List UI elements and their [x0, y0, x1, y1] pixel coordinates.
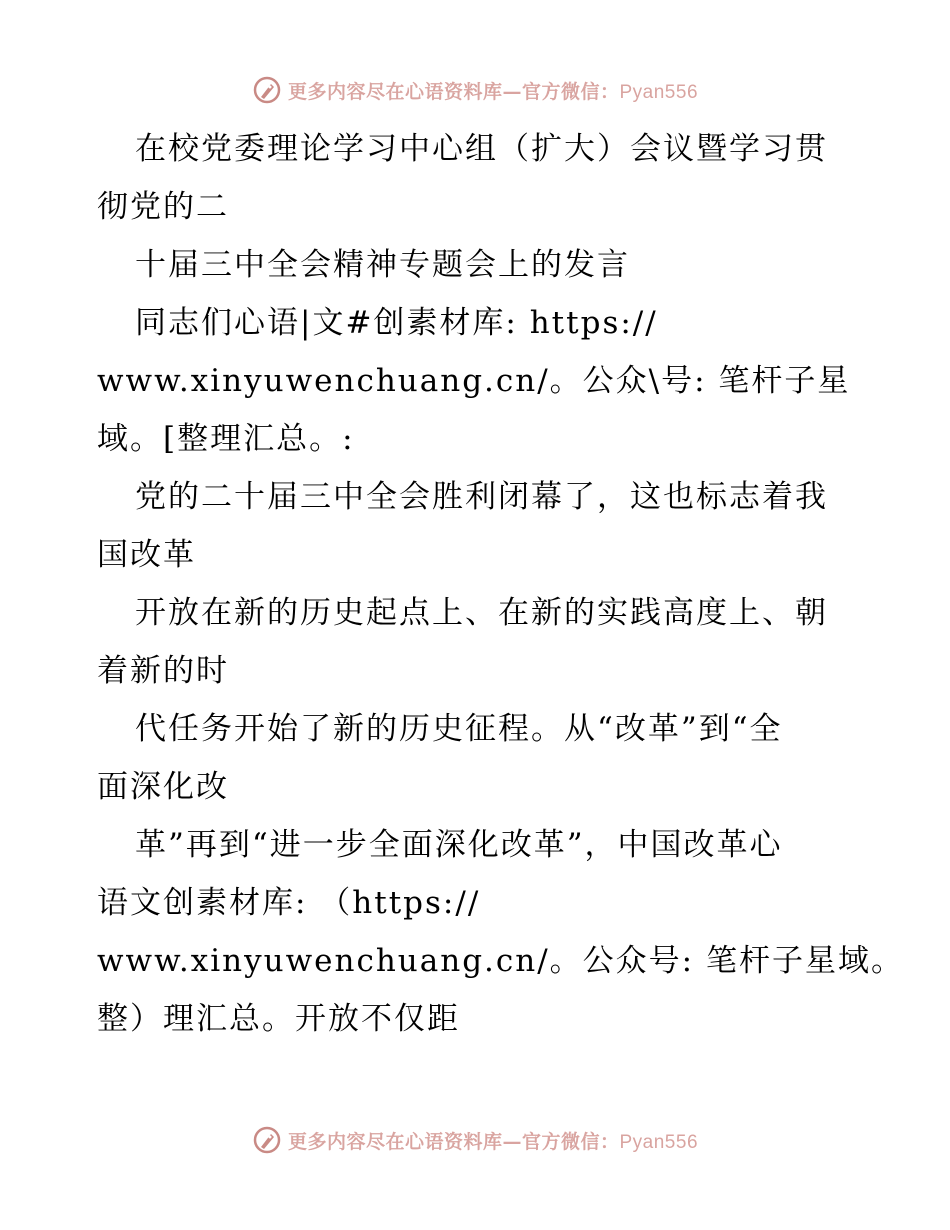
- banner-text: 更多内容尽在心语资料库—官方微信：Pyan556: [287, 80, 699, 103]
- text-line: 着新的时: [97, 653, 229, 689]
- text-line: 面深化改: [97, 769, 229, 805]
- text-line: 整）理汇总。开放不仅距: [97, 1001, 460, 1037]
- text-line: 彻党的二: [97, 189, 229, 225]
- header-banner: [0, 70, 950, 110]
- banner-text: 更多内容尽在心语资料库—官方微信：Pyan556: [287, 1130, 699, 1153]
- text-line: 革”再到“进一步全面深化改革”，中国改革心: [135, 827, 783, 863]
- footer-banner: [0, 1120, 950, 1160]
- pen-nib-logo-icon: [252, 1125, 282, 1155]
- text-line: 同志们心语|文#创素材库: https://: [135, 305, 658, 341]
- text-line: www.xinyuwenchuang.cn/。公众\号: 笔杆子星: [97, 363, 851, 399]
- text-line: 党的二十届三中全会胜利闭幕了，这也标志着我: [135, 479, 828, 515]
- text-line: 开放在新的历史起点上、在新的实践高度上、朝: [135, 595, 828, 631]
- text-line: 国改革: [97, 537, 196, 573]
- text-line: 代任务开始了新的历史征程。从“改革”到“全: [135, 711, 783, 747]
- text-line: 语文创素材库: （https://: [97, 885, 481, 921]
- wechat-account: Pyan556: [619, 81, 699, 103]
- text-line: www.xinyuwenchuang.cn/。公众号: 笔杆子星域。: [97, 943, 904, 979]
- wechat-account: Pyan556: [619, 1131, 699, 1153]
- text-line: 在校党委理论学习中心组（扩大）会议暨学习贯: [135, 131, 828, 167]
- text-line: 十届三中全会精神专题会上的发言: [135, 247, 630, 283]
- pen-nib-logo-icon: [252, 75, 282, 105]
- text-line: 域。[整理汇总。:: [97, 421, 355, 457]
- document-body: [97, 120, 904, 1048]
